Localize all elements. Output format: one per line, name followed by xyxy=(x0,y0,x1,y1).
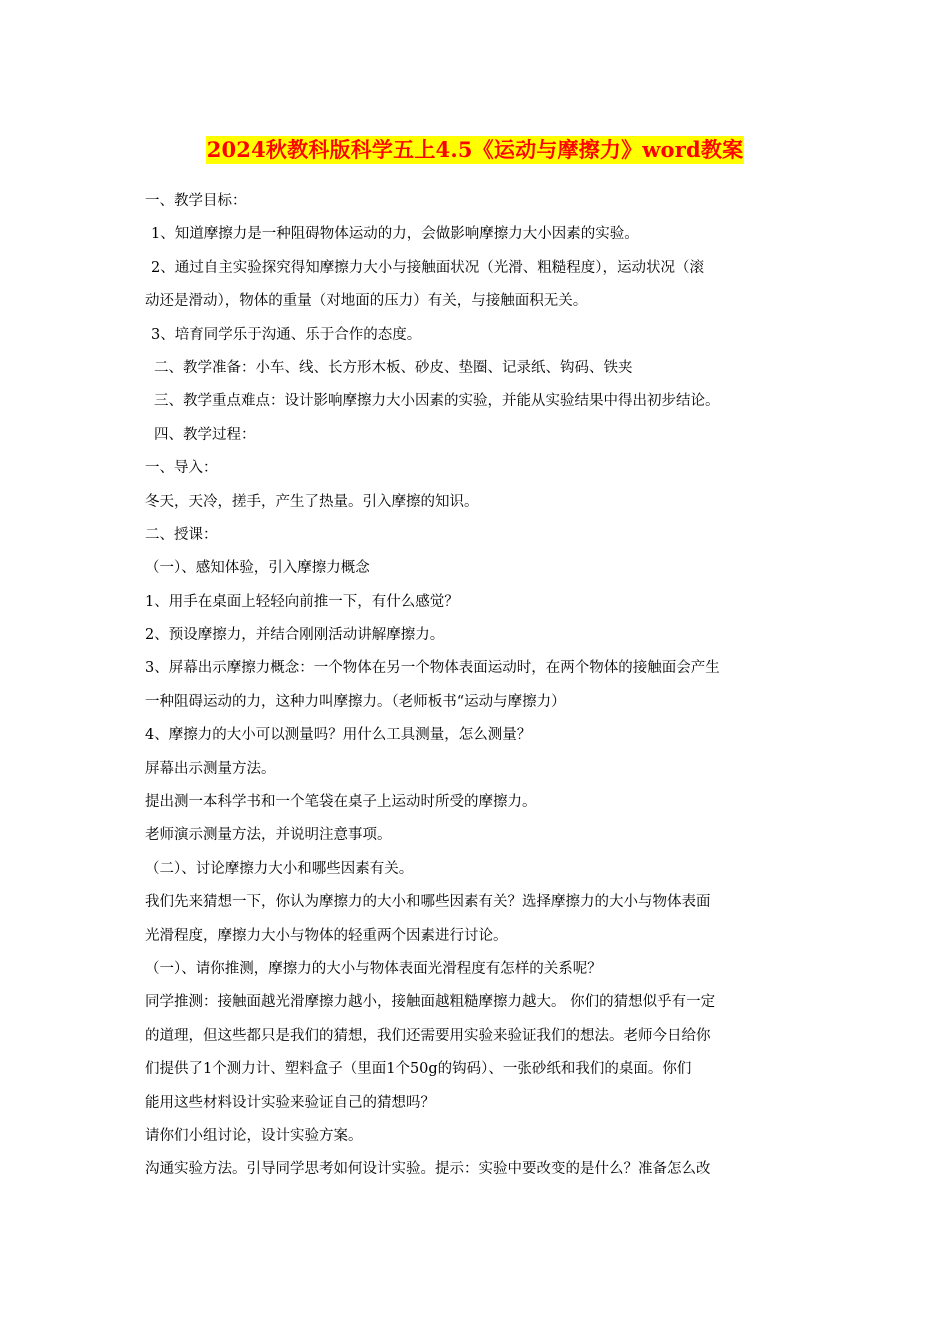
document-body xyxy=(145,190,813,1192)
paragraph-line: 提出测一本科学书和一个笔袋在桌子上运动时所受的摩擦力。 xyxy=(145,794,537,811)
section-heading: 一、教学目标： xyxy=(145,193,247,209)
subsection-heading: （二）、讨论摩擦力大小和哪些因素有关。 xyxy=(145,860,414,877)
paragraph-line: 的道理，但这些都只是我们的猜想，我们还需要用实验来验证我们的想法。老师今日给你 xyxy=(145,1027,711,1044)
section-heading: 四、教学过程： xyxy=(154,426,256,443)
paragraph-line: 能用这些材料设计实验来验证自己的猜想吗？ xyxy=(145,1094,435,1111)
paragraph-line: 光滑程度，摩擦力大小与物体的轻重两个因素进行讨论。 xyxy=(145,927,508,944)
paragraph-line: 1、用手在桌面上轻轻向前推一下，有什么感觉？ xyxy=(145,593,459,610)
section-heading: 二、教学准备：小车、线、长方形木板、砂皮、垫圈、记录纸、钩码、铁夹 xyxy=(154,359,633,376)
paragraph-line: 动还是滑动），物体的重量（对地面的压力）有关，与接触面积无关。 xyxy=(145,293,588,310)
paragraph-line: 一种阻碍运动的力，这种力叫摩擦力。（老师板书“运动与摩擦力） xyxy=(145,693,566,710)
paragraph-line: 沟通实验方法。引导同学思考如何设计实验。提示：实验中要改变的是什么？准备怎么改 xyxy=(145,1161,711,1178)
paragraph-line: 同学推测：接触面越光滑摩擦力越小，接触面越粗糙摩擦力越大。 你们的猜想似乎有一定 xyxy=(145,994,716,1011)
paragraph-line: 我们先来猜想一下，你认为摩擦力的大小和哪些因素有关？选择摩擦力的大小与物体表面 xyxy=(145,894,711,911)
paragraph-line: 1、知道摩擦力是一种阻碍物体运动的力，会做影响摩擦力大小因素的实验。 xyxy=(151,226,639,243)
document-title: 2024秋教科版科学五上4.5《运动与摩擦力》word教案 xyxy=(206,137,744,162)
paragraph-line: 3、培育同学乐于沟通、乐于合作的态度。 xyxy=(151,326,422,343)
paragraph-line: 冬天，天冷，搓手，产生了热量。引入摩擦的知识。 xyxy=(145,493,479,510)
paragraph-line: 2、预设摩擦力，并结合刚刚活动讲解摩擦力。 xyxy=(145,627,445,644)
paragraph-line: 们提供了1个测力计、塑料盒子（里面1个50g的钩码）、一张砂纸和我们的桌面。你们 xyxy=(145,1061,692,1078)
section-heading: 一、导入： xyxy=(145,460,218,477)
subsection-heading: （一）、请你推测，摩擦力的大小与物体表面光滑程度有怎样的关系呢？ xyxy=(145,960,602,977)
section-heading: 三、教学重点难点：设计影响摩擦力大小因素的实验，并能从实验结果中得出初步结论。 xyxy=(154,393,720,410)
paragraph-line: 3、屏幕出示摩擦力概念：一个物体在另一个物体表面运动时，在两个物体的接触面会产生 xyxy=(145,660,720,677)
paragraph-line: 2、通过自主实验探究得知摩擦力大小与接触面状况（光滑、粗糙程度），运动状况（滚 xyxy=(151,259,704,276)
paragraph-line: 请你们小组讨论，设计实验方案。 xyxy=(145,1127,363,1144)
paragraph-line: 老师演示测量方法，并说明注意事项。 xyxy=(145,827,392,844)
subsection-heading: （一）、感知体验，引入摩擦力概念 xyxy=(145,560,370,577)
paragraph-line: 屏幕出示测量方法。 xyxy=(145,760,276,777)
paragraph-line: 4、摩擦力的大小可以测量吗？用什么工具测量，怎么测量？ xyxy=(145,727,532,744)
section-heading: 二、授课： xyxy=(145,526,218,543)
title-container xyxy=(0,136,950,164)
